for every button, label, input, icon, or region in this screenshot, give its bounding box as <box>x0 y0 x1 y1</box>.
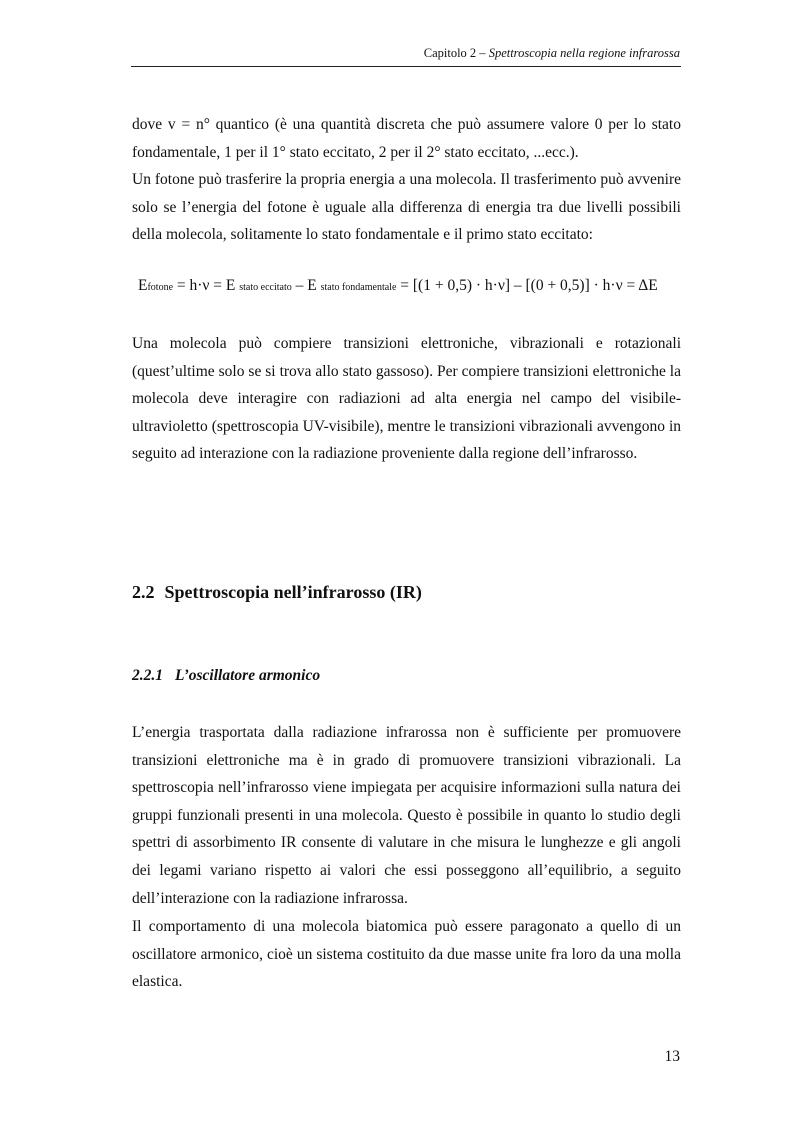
running-header <box>424 46 680 61</box>
energy-equation <box>138 277 658 295</box>
section-heading <box>132 582 422 603</box>
paragraph-transitions: Una molecola può compiere transizioni elettroniche, vibrazionali e rotazionali (quest’ultime solo se si trova allo stato gassoso). Per compiere transizioni elettroniche la molecola deve interagire con radiazioni ad alta energia nel campo del visibile-ultravioletto (spettroscopia UV-visibile), mentre le transizioni vibrazionali avvengono in seguito ad interazione con la radiazione proveniente dalla regione dell’infrarosso. <box>132 335 681 463</box>
header-title: Spettroscopia nella regione infrarossa <box>488 46 680 60</box>
subsection-title: L’oscillatore armonico <box>175 667 321 684</box>
eq-mid1: = h·ν = E <box>173 277 240 294</box>
header-chapter: Capitolo 2 – <box>423 46 489 60</box>
subsection-heading <box>132 667 320 685</box>
eq-sub-fondamentale: stato fondamentale <box>320 282 397 293</box>
eq-sub-fotone: fotone <box>147 282 174 293</box>
paragraph-harmonic-oscillator: Il comportamento di una molecola biatomica può essere paragonato a quello di un oscillatore armonico, cioè un sistema costituito da due masse unite fra loro da una molla elastica. <box>132 918 681 991</box>
header-rule <box>131 66 681 67</box>
subsection-number: 2.2.1 <box>132 667 163 684</box>
paragraph-quantum-number: dove v = n° quantico (è una quantità discreta che può assumere valore 0 per lo stato fondamentale, 1 per il 1° stato eccitato, 2 per il 2° stato eccitato, ...ecc.). <box>132 116 681 161</box>
eq-mid2: – E <box>291 277 321 294</box>
section-title: Spettroscopia nell’infrarosso (IR) <box>164 582 422 602</box>
eq-sub-eccitato: stato eccitato <box>239 282 292 293</box>
paragraph-photon-transfer: Un fotone può trasferire la propria energia a una molecola. Il trasferimento può avvenire solo se l’energia del fotone è uguale alla differenza di energia tra due livelli possibili della molecola, solitamente lo stato fondamentale e il primo stato eccitato: <box>132 171 681 244</box>
page-number: 13 <box>664 1048 680 1065</box>
paragraph-ir-energy: L’energia trasportata dalla radiazione infrarossa non è sufficiente per promuovere transizioni elettroniche ma è in grado di promuovere transizioni vibrazionali. La spettroscopia nell’infrarosso viene impiegata per acquisire informazioni sulla natura dei gruppi funzionali presenti in una molecola. Questo è possibile in quanto lo studio degli spettri di assorbimento IR consente di valutare in che misura le lunghezze e gli angoli dei legami variano rispetto ai valori che essi posseggono all’equilibrio, a seguito dell’interazione con la radiazione infrarossa. <box>132 724 681 907</box>
eq-rest: = [(1 + 0,5) · h·ν] – [(0 + 0,5)] · h·ν = ΔE <box>396 277 658 294</box>
section-number: 2.2 <box>132 582 155 602</box>
eq-e1: E <box>138 277 148 294</box>
